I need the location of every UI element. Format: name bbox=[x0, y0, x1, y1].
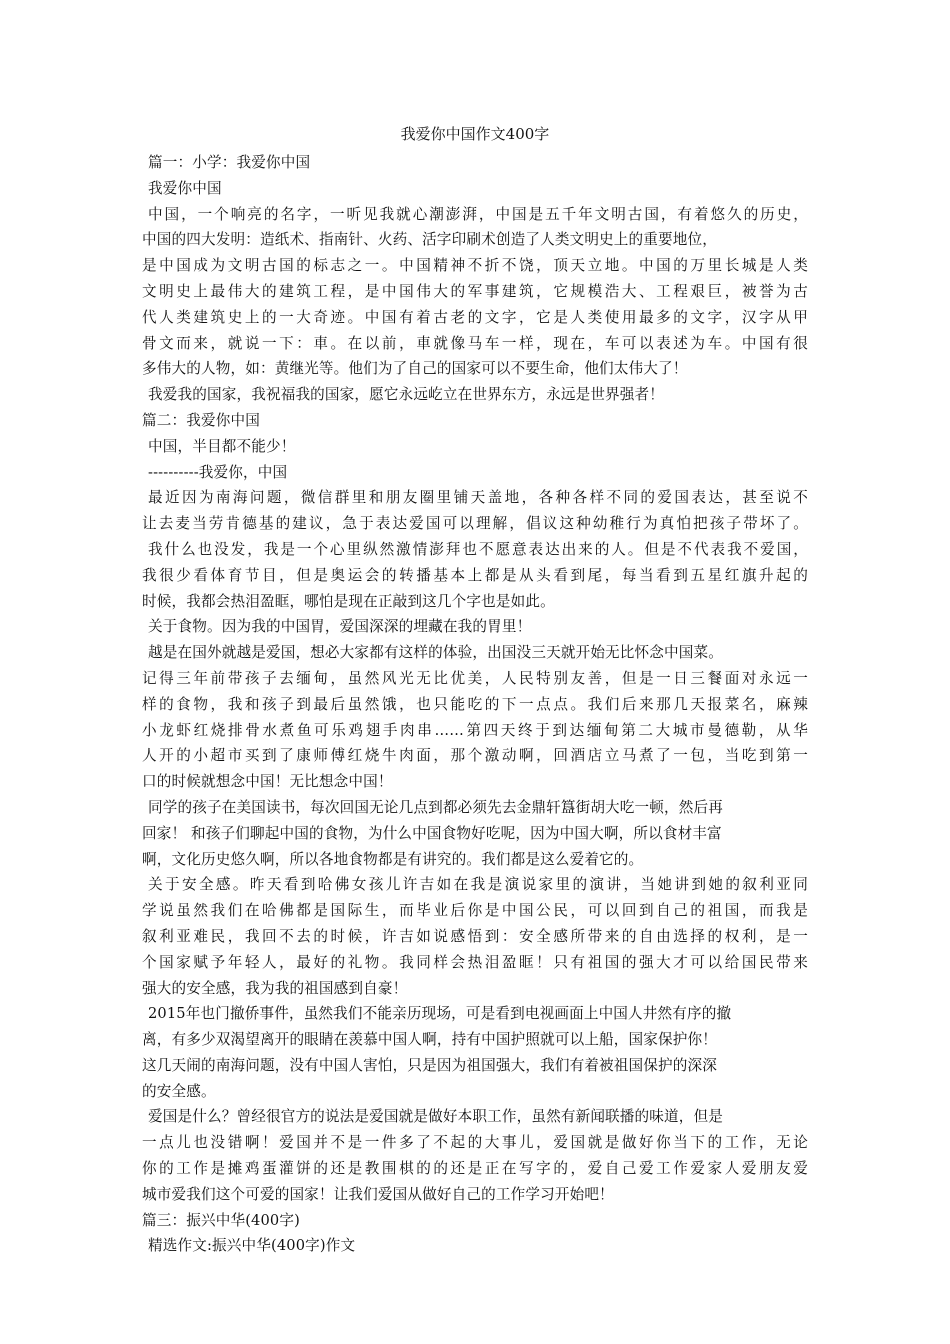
text-line: 精选作文:振兴中华(400字)作文 bbox=[148, 1237, 356, 1255]
text-line: 叙利亚难民，我回不去的时候，许吉如说感悟到：安全感所带来的自由选择的权利，是一 bbox=[142, 927, 808, 945]
text-line: 人开的小超市买到了康师傅红烧牛肉面，那个激动啊，回酒店立马煮了一包，当吃到第一 bbox=[142, 747, 808, 765]
text-line: 关于食物。因为我的中国胃，爱国深深的埋藏在我的胃里！ bbox=[148, 618, 532, 636]
text-line: 让去麦当劳肯德基的建议，急于表达爱国可以理解，倡议这种幼稚行为真怕把孩子带坏了。 bbox=[142, 515, 808, 533]
text-line: 这几天闹的南海问题，没有中国人害怕，只是因为祖国强大，我们有着被祖国保护的深深 bbox=[142, 1056, 718, 1074]
text-line: 城市爱我们这个可爱的国家！让我们爱国从做好自己的工作学习开始吧！ bbox=[142, 1185, 614, 1203]
text-line: 时候，我都会热泪盈眶，哪怕是现在正敲到这几个字也是如此。 bbox=[142, 592, 555, 610]
document-body bbox=[142, 150, 808, 1259]
text-line: 篇三：振兴中华(400字) bbox=[142, 1211, 300, 1229]
text-line: 2015年也门撤侨事件，虽然我们不能亲历现场，可是看到电视画面上中国人井然有序的撤 bbox=[148, 1005, 732, 1023]
text-line: 个国家赋予年轻人，最好的礼物。我同样会热泪盈眶！只有祖国的强大才可以给国民带来 bbox=[142, 953, 808, 971]
text-line: 关于安全感。昨天看到哈佛女孩儿许吉如在我是演说家里的演讲，当她讲到她的叙利亚同 bbox=[148, 876, 808, 894]
text-line: ----------我爱你，中国 bbox=[148, 463, 288, 481]
text-line: 学说虽然我们在哈佛都是国际生，而毕业后你是中国公民，可以回到自己的祖国，而我是 bbox=[142, 902, 808, 920]
text-line: 记得三年前带孩子去缅甸，虽然风光无比优美，人民特别友善，但是一日三餐面对永远一 bbox=[142, 669, 808, 687]
text-line: 多伟大的人物，如：黄继光等。他们为了自己的国家可以不要生命，他们太伟大了！ bbox=[142, 360, 688, 378]
text-line: 样的食物，我和孩子到最后虽然饿，也只能吃的下一点点。我们后来那几天报菜名，麻辣 bbox=[142, 695, 808, 713]
text-line: 我很少看体育节目，但是奥运会的转播基本上都是从头看到尾，每当看到五星红旗升起的 bbox=[142, 566, 808, 584]
text-line: 同学的孩子在美国读书，每次回国无论几点到都必须先去金鼎轩簋街胡大吃一顿，然后再 bbox=[148, 798, 724, 816]
text-line: 一点儿也没错啊！爱国并不是一件多了不起的大事儿，爱国就是做好你当下的工作，无论 bbox=[142, 1134, 808, 1152]
text-line: 我什么也没发，我是一个心里纵然激情澎拜也不愿意表达出来的人。但是不代表我不爱国， bbox=[148, 540, 808, 558]
document-title: 我爱你中国作文400字 bbox=[400, 125, 550, 143]
text-line: 代人类建筑史上的一大奇迹。中国有着古老的文字，它是人类使用最多的文字，汉字从甲 bbox=[142, 308, 808, 326]
text-line: 文明史上最伟大的建筑工程，是中国伟大的军事建筑，它规模浩大、工程艰巨，被誉为古 bbox=[142, 282, 808, 300]
text-line: 中国，半目都不能少！ bbox=[148, 437, 296, 455]
text-line: 中国的四大发明：造纸术、指南针、火药、活字印刷术创造了人类文明史上的重要地位， bbox=[142, 231, 718, 249]
text-line: 的安全感。 bbox=[142, 1082, 216, 1100]
text-line: 篇二：我爱你中国 bbox=[142, 411, 260, 429]
text-line: 啊，文化历史悠久啊，所以各地食物都是有讲究的。我们都是这么爱着它的。 bbox=[142, 850, 644, 868]
text-line: 口的时候就想念中国！无比想念中国！ bbox=[142, 773, 393, 791]
text-line: 回家！ 和孩子们聊起中国的食物，为什么中国食物好吃呢，因为中国大啊，所以食材丰富 bbox=[142, 824, 722, 842]
text-line: 小龙虾红烧排骨水煮鱼可乐鸡翅手肉串……第四天终于到达缅甸第二大城市曼德勒，从华 bbox=[142, 721, 808, 739]
text-line: 强大的安全感，我为我的祖国感到自豪！ bbox=[142, 979, 408, 997]
text-line: 是中国成为文明古国的标志之一。中国精神不折不饶，顶天立地。中国的万里长城是人类 bbox=[142, 257, 808, 275]
text-line: 越是在国外就越是爱国，想必大家都有这样的体验，出国没三天就开始无比怀念中国菜。 bbox=[148, 644, 724, 662]
text-line: 你的工作是摊鸡蛋灌饼的还是教围棋的的还是正在写字的，爱自己爱工作爱家人爱朋友爱 bbox=[142, 1160, 808, 1178]
text-line: 篇一：小学：我爱你中国 bbox=[148, 154, 311, 171]
text-line: 我爱你中国 bbox=[148, 179, 222, 197]
text-line: 最近因为南海问题，微信群里和朋友圈里铺天盖地，各种各样不同的爱国表达，甚至说不 bbox=[148, 489, 808, 507]
text-line: 我爱我的国家，我祝福我的国家，愿它永远屹立在世界东方，永远是世界强者！ bbox=[148, 386, 665, 404]
text-line: 骨文而来，就说一下：車。在以前，車就像马车一样，现在，车可以表述为车。中国有很 bbox=[142, 334, 808, 352]
text-line: 爱国是什么？曾经很官方的说法是爱国就是做好本职工作，虽然有新闻联播的味道，但是 bbox=[148, 1108, 724, 1126]
text-line: 离，有多少双渴望离开的眼睛在羡慕中国人啊，持有中国护照就可以上船，国家保护你！ bbox=[142, 1031, 718, 1049]
text-line: 中国，一个响亮的名字，一听见我就心潮澎湃，中国是五千年文明古国，有着悠久的历史， bbox=[148, 205, 808, 223]
